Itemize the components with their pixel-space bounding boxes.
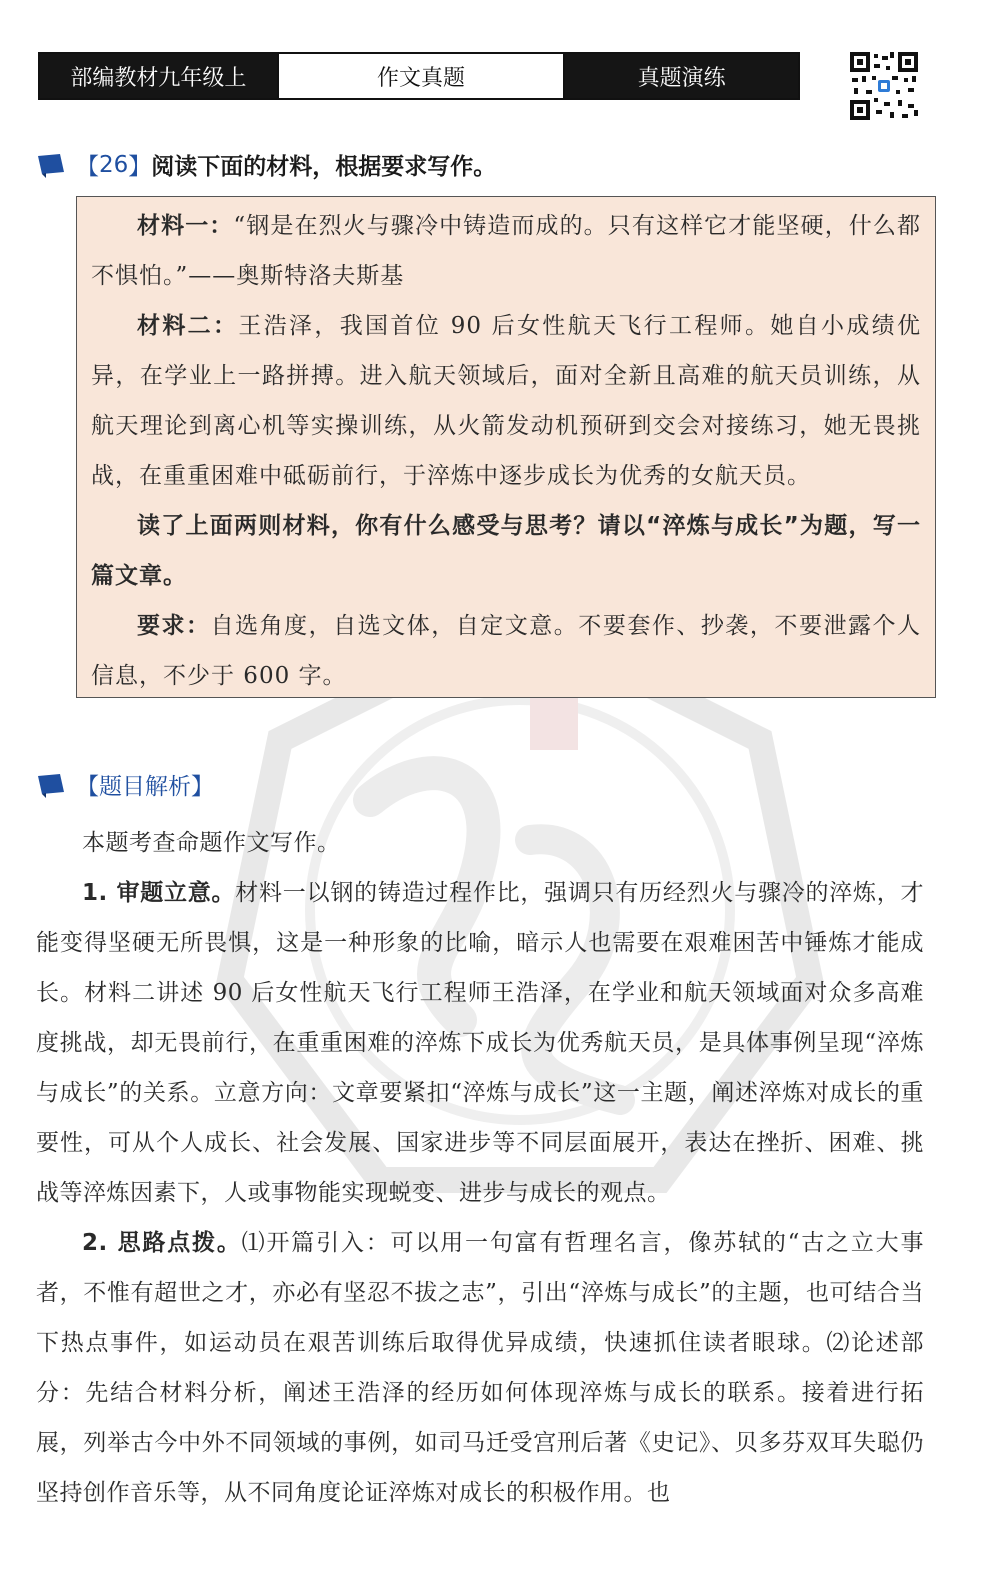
material-two-text: 王浩泽，我国首位 90 后女性航天飞行工程师。她自小成绩优异，在学业上一路拼搏。进入航天领域后，面对全新且高难的航天员训练，从航天理论到离心机等实操训练，从火箭发动机预研到交会对接练习，她无畏挑战，在重重困难中砥砺前行，于淬炼中逐步成长为优秀的女航天员。 xyxy=(91,313,922,489)
header-tab-bar xyxy=(38,52,800,100)
analysis-point-2 xyxy=(36,1218,924,1518)
analysis-intro: 本题考查命题作文写作。 xyxy=(82,830,341,856)
question-heading xyxy=(36,148,496,181)
point-2-text: ⑴开篇引入：可以用一句富有哲理名言，像苏轼的“古之立大事者，不惟有超世之才，亦必有坚忍不拔之志”，引出“淬炼与成长”的主题，也可结合当下热点事件，如运动员在艰苦训练后取得优异成绩，快速抓住读者眼球。⑵论述部分：先结合材料分析，阐述王浩泽的经历如何体现淬炼与成长的联系。接着进行拓展，列举古今中外不同领域的事例，如司马迁受宫刑后著《史记》、贝多芬双耳失聪仍坚持创作音乐等，从不同角度论证淬炼对成长的积极作用。也 xyxy=(36,1230,924,1506)
tab-practice: 真题演练 xyxy=(565,54,798,98)
bracket-open: 【 xyxy=(76,154,99,180)
material-one-label: 材料一： xyxy=(137,213,234,239)
material-one xyxy=(91,201,921,301)
requirements-label: 要求： xyxy=(137,613,211,639)
point-2-label: 2. 思路点拨。 xyxy=(82,1230,242,1256)
qr-code-icon xyxy=(848,50,920,122)
tab-essay-exam: 作文真题 xyxy=(277,54,565,98)
bookmark-flag-icon xyxy=(36,772,66,798)
analysis-body xyxy=(36,818,924,1518)
analysis-point-1 xyxy=(36,868,924,1218)
tab-grade: 部编教材九年级上 xyxy=(40,54,277,98)
bracket-close: 】 xyxy=(128,154,152,180)
analysis-heading-text: 【题目解析】 xyxy=(76,774,214,800)
point-1-text: 材料一以钢的铸造过程作比，强调只有历经烈火与骤冷的淬炼，才能变得坚硬无所畏惧，这是一种形象的比喻，暗示人也需要在艰难困苦中锤炼才能成长。材料二讲述 90 后女性航天飞行工程师王浩泽，在学业和航天领域面对众多高难度挑战，却无畏前行，在重重困难的淬炼下成长为优秀航天员，是具体事例呈现“淬炼与成长”的关系。立意方向：文章要紧扣“淬炼与成长”这一主题，阐述淬炼对成长的重要性，可从个人成长、社会发展、国家进步等不同层面展开，表达在挫折、困难、挑战等淬炼因素下，人或事物能实现蜕变、进步与成长的观点。 xyxy=(36,880,925,1206)
writing-prompt: 读了上面两则材料，你有什么感受与思考？请以“淬炼与成长”为题，写一篇文章。 xyxy=(91,513,921,589)
requirements xyxy=(91,601,921,701)
material-one-text: “钢是在烈火与骤冷中铸造而成的。只有这样它才能坚硬，什么都不惧怕。”——奥斯特洛夫斯基 xyxy=(91,213,921,289)
material-box xyxy=(76,196,936,698)
question-number: 26 xyxy=(99,151,129,178)
bookmark-flag-icon xyxy=(36,152,66,178)
question-title: 阅读下面的材料，根据要求写作。 xyxy=(151,154,497,180)
requirements-text: 自选角度，自选文体，自定文意。不要套作、抄袭，不要泄露个人信息，不少于 600 字。 xyxy=(91,613,922,689)
analysis-heading xyxy=(36,768,214,801)
point-1-label: 1. 审题立意。 xyxy=(82,880,236,906)
material-two xyxy=(91,301,921,501)
material-two-label: 材料二： xyxy=(137,313,239,339)
